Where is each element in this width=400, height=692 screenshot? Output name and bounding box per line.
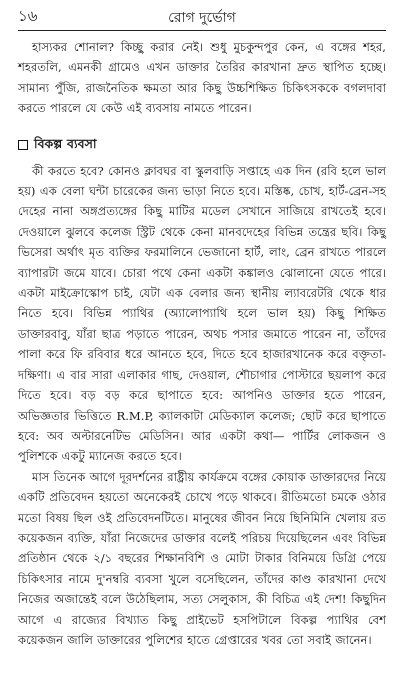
running-title: রোগ দুর্ভোগ bbox=[168, 10, 236, 26]
page-number: ১৬ bbox=[18, 7, 38, 25]
square-bullet-icon bbox=[18, 140, 28, 150]
body-paragraph-2: মাস তিনেক আগে দূরদর্শনের রাষ্ট্রীয় কার্যক্রমে বঙ্গের কোয়াক ডাক্তারদের নিয়ে একটি প্রতিবেদন হয়তো অনেকেরই চোখে পড়ে থাকবে। রীতিমতো চমকে ওঠার মতো বিষয় ছিল ওই প্রতিবেদনটিতে। মানুষের জীবন নিয়ে ছিনিমিনি খেলায় রত কয়েকজন ব্যক্তি, যাঁরা নিজেদের ডাক্তার বলেই পরিচয় দিয়েছিলেন এবং বিভিন্ন প্রতিষ্ঠান থেকে ২/১ বছরের শিক্ষানবিশি ও মোটা টাকার বিনিময়ে ডিগ্রি পেয়ে চিকিৎসার নামে দু'নম্বরি ব্যবসা খুলে বসেছিলেন, তাঁদের কাণ্ড কারখানা দেখে নিজের অজান্তেই বলে উঠেছিলাম, সত্য সেলুকাস, কী বিচিত্র এই দেশ! কিছুদিন আগে এ রাজ্যের বিখ্যাত কিছু প্রাইভেট হসপিটালে বিকল্প প্যাথির বেশ কয়েকজন জালি ডাক্তারের পুলিশের হাতে গ্রেপ্তারের খবর তো সবাই জানেন। bbox=[18, 469, 386, 647]
running-header bbox=[18, 4, 386, 31]
intro-paragraph: হাস্যকর শোনাল? কিচ্ছু করার নেই। শুধু মুচকুন্দপুর কেন, এ বঙ্গের শহর, শহরতলি, এমনকী গ্রামেও এখন ডাক্তার তৈরির কারখানা দ্রুত স্থাপিত হচ্ছে। সামান্য পুঁজি, রাজনৈতিক ক্ষমতা আর কিছু উচ্চশিক্ষিত চিকিৎসককে বগলদাবা করতে পারলে যে কেউ এই ব্যবসায় নামতে পারেন। bbox=[18, 40, 386, 116]
section-heading bbox=[18, 135, 386, 155]
page-body bbox=[18, 37, 386, 650]
section-heading-label: বিকল্প ব্যবসা bbox=[34, 136, 97, 152]
paragraph-gap bbox=[18, 119, 386, 133]
body-paragraph-1: কী করতে হবে? কোনও ক্লাবঘর বা স্কুলবাড়ি সপ্তাহে এক দিন (রবি হলে ভাল হয়) এক বেলা ঘন্টা চারেকের জন্য ভাড়া নিতে হবে। মস্তিষ্ক, চোখ, হার্ট-ব্রেন-সহ দেহের নানা অঙ্গপ্রত্যঙ্গের কিছু মাটির মডেল সেখানে সাজিয়ে রাখতেই হবে। দেওয়ালে ঝুলবে কলেজ স্ট্রিট থেকে কেনা মানবদেহের বিভিন্ন তন্ত্রের ছবি। কিছু ভিসেরা অর্থাৎ মৃত ব্যক্তির ফরমালিনে ভেজানো হার্ট, লাং, ব্রেন রাখতে পারলে ব্যাপারটা জমে যাবে। চোরা পথে কেনা একটা কঙ্কালও ঝোলানো যেতে পারে। একটা মাইক্রোস্কোপ চাই, যেটা এক বেলার জন্য স্থানীয় ল্যাবরেটরি থেকে ধার নিতে হবে। বিভিন্ন প্যাথির (অ্যালোপ্যাথি হলে ভাল হয়) কিছু শিক্ষিত ডাক্তারবাবু, যাঁরা ছাত্র পড়াতে পারেন, অথচ পসার জমাতে পারেন না, তাঁদের পালা করে ফি রবিবার ধরে আনতে হবে, দিতে হবে হাজারখানেক করে বক্তৃতা-দক্ষিণা। এ বার সারা এলাকার গাছ, দেওয়াল, শৌচাগার পোস্টারে ছয়লাপ করে দিতে হবে। বড় বড় করে ছাপাতে হবে: আপনিও ডাক্তার হতে পারেন, অভিজ্ঞতার ভিত্তিতে R.M.P, ক্যালকাটা মেডিক্যাল কলেজ; ছোট করে ছাপাতে হবে: অব অল্টারনেটিভ মেডিসিন। আর একটা কথা— পার্টির লোকজন ও পুলিশকে একটু ম্যানেজ করতে হবে। bbox=[18, 163, 386, 464]
